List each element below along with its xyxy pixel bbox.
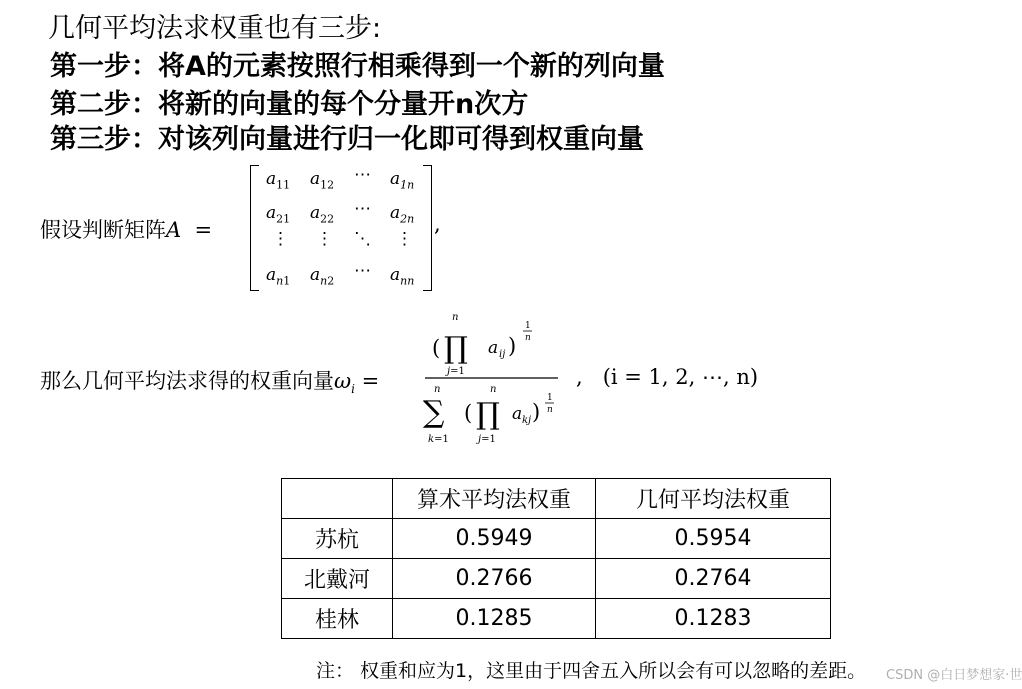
matrix-cell: $a_{11}$ (266, 169, 291, 192)
table-cell: 北戴河 (282, 559, 393, 599)
matrix-cell: ⋮ (272, 229, 289, 249)
svg-text:(: ( (464, 401, 473, 425)
table-header-cell: 算术平均法权重 (393, 479, 596, 519)
svg-text:n: n (547, 405, 553, 415)
step-2: 第二步：将新的向量的每个分量开n次方 (50, 89, 529, 120)
svg-text:n: n (434, 384, 441, 395)
matrix-cell: $a_{n1}$ (266, 265, 291, 288)
table-cell: 0.2764 (596, 559, 831, 599)
svg-text:1: 1 (547, 393, 553, 403)
matrix-cell: ⋱ (354, 229, 371, 249)
svg-text:k=1: k=1 (428, 434, 449, 445)
svg-text:∑: ∑ (423, 395, 445, 430)
matrix-var: A (166, 218, 182, 242)
formula-label-row: 那么几何平均法求得的权重向量$\omega_i$ = (40, 369, 380, 397)
weight-formula (420, 308, 570, 453)
table-cell: 0.1285 (393, 599, 596, 639)
matrix-right-bracket (423, 165, 432, 291)
step-3: 第三步：对该列向量进行归一化即可得到权重向量 (50, 124, 644, 155)
weights-table (281, 478, 831, 639)
svg-text:): ) (532, 400, 541, 424)
matrix-cell: $a_{nn}$ (390, 265, 415, 288)
svg-text:(: ( (432, 336, 441, 360)
table-row (282, 519, 831, 559)
matrix-label-row: 假设判断矩阵A = (40, 218, 213, 242)
matrix-cell: $a_{22}$ (310, 203, 335, 226)
matrix-cell: ⋯ (354, 261, 371, 281)
svg-text:∏: ∏ (476, 397, 500, 432)
step-1: 第一步：将A的元素按照行相乘得到一个新的列向量 (50, 51, 665, 82)
matrix-comma: , (434, 212, 441, 236)
svg-text:kj: kj (522, 415, 532, 426)
table-cell: 0.2766 (393, 559, 596, 599)
table-cell: 苏杭 (282, 519, 393, 559)
watermark: CSDN @白日梦想家·世 (886, 668, 1022, 683)
table-row (282, 599, 831, 639)
svg-text:a: a (488, 338, 499, 358)
matrix-cell: ⋮ (316, 229, 333, 249)
matrix-cell: ⋮ (396, 229, 413, 249)
table-header-cell (282, 479, 393, 519)
table-cell: 0.5954 (596, 519, 831, 559)
heading: 几何平均法求权重也有三步: (48, 13, 382, 44)
matrix-cell: $a_{12}$ (310, 169, 335, 192)
table-cell: 0.1283 (596, 599, 831, 639)
range-text: (i = 1, 2, ⋯, n) (602, 365, 759, 389)
matrix-cell: ⋯ (354, 199, 371, 219)
svg-text:1: 1 (525, 321, 531, 331)
svg-text:∏: ∏ (444, 331, 468, 366)
svg-text:ij: ij (499, 349, 506, 360)
table-header-cell: 几何平均法权重 (596, 479, 831, 519)
matrix-label: 假设判断矩阵 (40, 218, 166, 242)
svg-text:a: a (512, 404, 523, 424)
note: 注： 权重和应为1，这里由于四舍五入所以会有可以忽略的差距。 (316, 660, 867, 682)
table-row (282, 559, 831, 599)
matrix-cell: $a_{2n}$ (390, 203, 415, 226)
judgement-matrix (250, 165, 432, 291)
matrix-cell: ⋯ (354, 165, 371, 185)
table-header-row (282, 479, 831, 519)
svg-text:j=1: j=1 (478, 434, 496, 445)
svg-text:n: n (490, 384, 497, 395)
svg-text:n: n (525, 333, 531, 343)
formula-label: 那么几何平均法求得的权重向量 (40, 369, 334, 393)
table-cell: 0.5949 (393, 519, 596, 559)
table-cell: 桂林 (282, 599, 393, 639)
matrix-cell: $a_{1n}$ (390, 169, 415, 192)
svg-text:): ) (508, 334, 517, 358)
matrix-left-bracket (250, 165, 259, 291)
matrix-cell: $a_{21}$ (266, 203, 291, 226)
formula-range: , (i = 1, 2, ⋯, n) (576, 365, 759, 389)
svg-text:n: n (452, 312, 459, 323)
svg-text:j=1: j=1 (447, 366, 465, 377)
matrix-cell: $a_{n2}$ (310, 265, 335, 288)
